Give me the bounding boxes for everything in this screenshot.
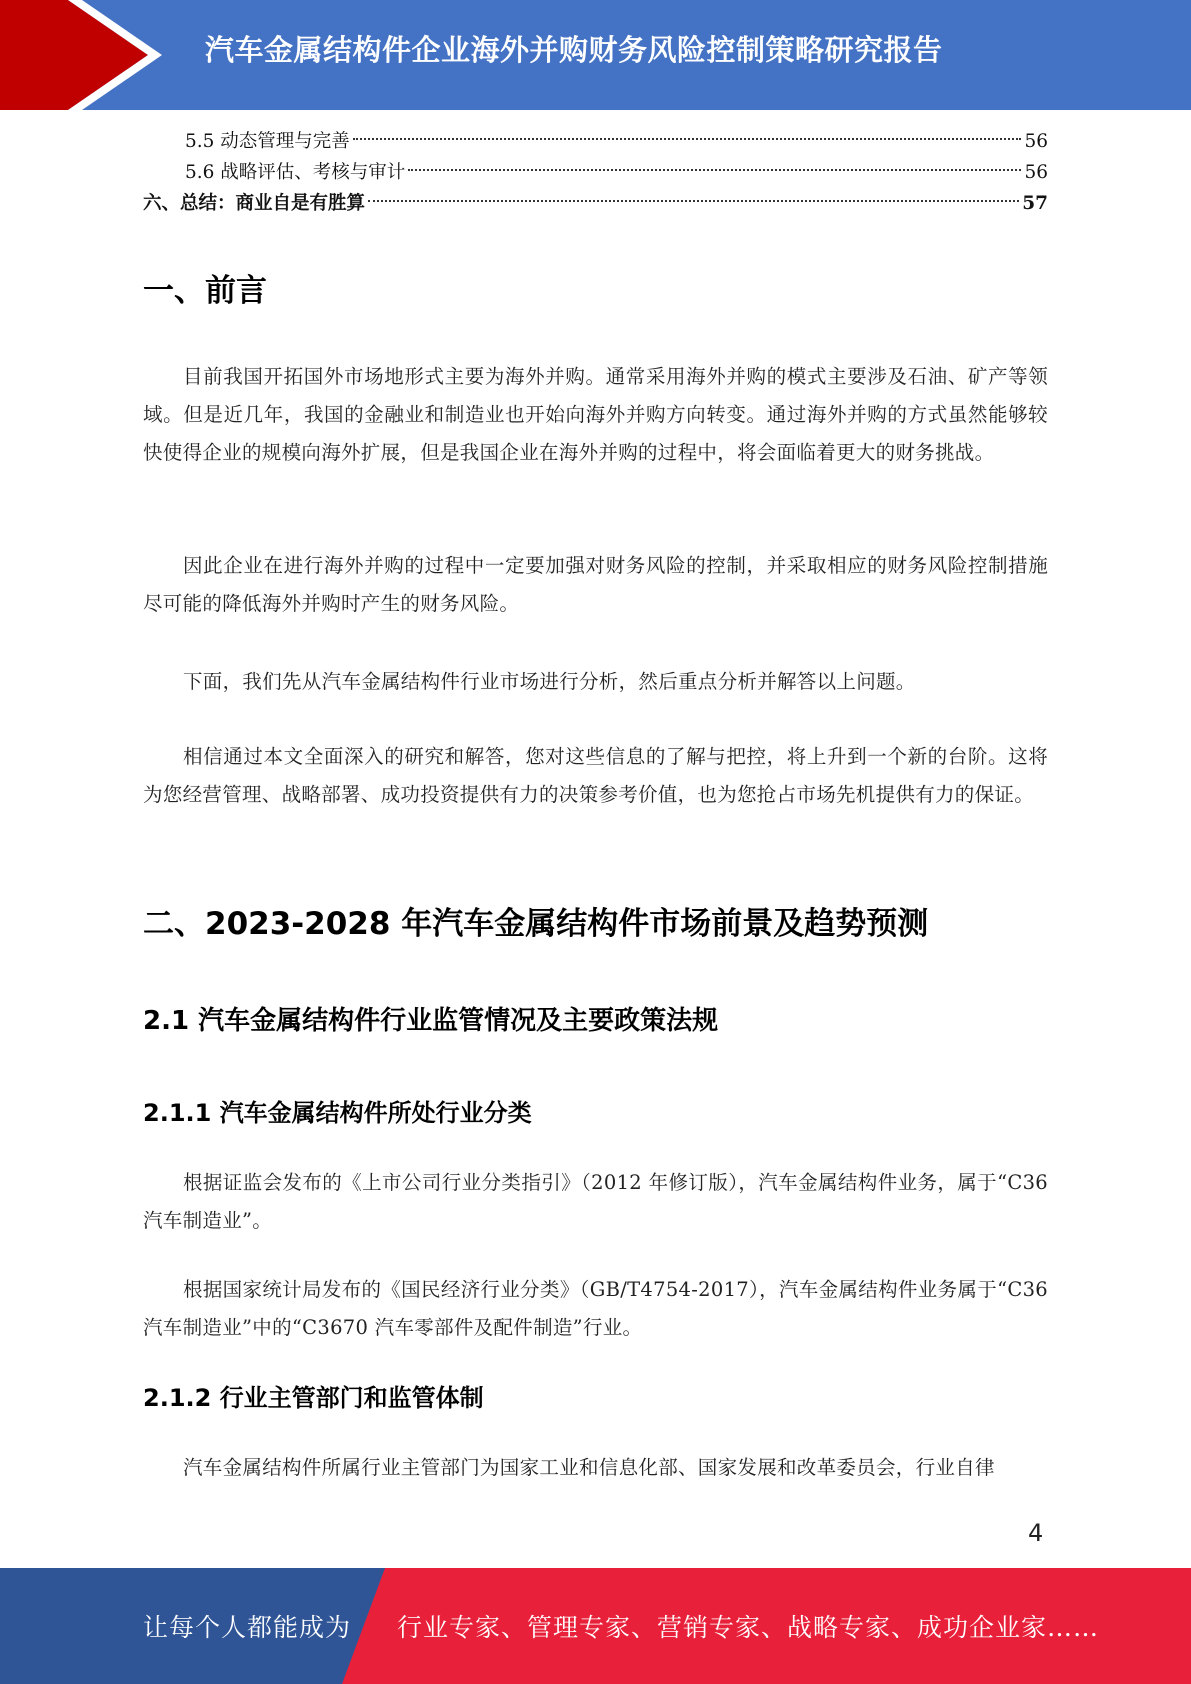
toc-entry-page: 56 (1024, 162, 1048, 183)
paragraph: 汽车金属结构件所属行业主管部门为国家工业和信息化部、国家发展和改革委员会，行业自律 (183, 1456, 995, 1479)
toc-leader (368, 200, 1019, 202)
toc-entry[interactable] (143, 157, 1048, 188)
toc-entry-label: 5.5 动态管理与完善 (185, 131, 350, 152)
section-heading-forecast: 二、2023-2028 年汽车金属结构件市场前景及趋势预测 (143, 906, 929, 942)
page-header (0, 0, 1191, 110)
section-heading-preface: 一、前言 (143, 273, 267, 309)
footer-slogan-right: 行业专家、管理专家、营销专家、战略专家、成功企业家…… (397, 1613, 1100, 1642)
toc-entry-page: 57 (1022, 193, 1048, 214)
subsection-heading: 2.1.2 行业主管部门和监管体制 (143, 1384, 484, 1412)
paragraph: 下面，我们先从汽车金属结构件行业市场进行分析，然后重点分析并解答以上问题。 (183, 670, 916, 693)
page-number: 4 (1028, 1519, 1044, 1547)
toc-entry[interactable] (143, 188, 1048, 219)
toc-entry-page: 56 (1024, 131, 1048, 152)
page-footer (0, 1568, 1191, 1684)
paragraph: 相信通过本文全面深入的研究和解答，您对这些信息的了解与把控，将上升到一个新的台阶。这将为您经营管理、战略部署、成功投资提供有力的决策参考价值，也为您抢占市场先机提供有力的保证。 (143, 745, 1048, 806)
paragraph: 因此企业在进行海外并购的过程中一定要加强对财务风险的控制，并采取相应的财务风险控制措施尽可能的降低海外并购时产生的财务风险。 (143, 554, 1048, 615)
paragraph: 根据证监会发布的《上市公司行业分类指引》（2012 年修订版），汽车金属结构件业务，属于“C36 汽车制造业”。 (143, 1171, 1048, 1232)
toc-leader (408, 169, 1021, 171)
paragraph: 目前我国开拓国外市场地形式主要为海外并购。通常采用海外并购的模式主要涉及石油、矿产等领域。但是近几年，我国的金融业和制造业也开始向海外并购方向转变。通过海外并购的方式虽然能够较快使得企业的规模向海外扩展，但是我国企业在海外并购的过程中，将会面临着更大的财务挑战。 (143, 365, 1048, 464)
toc (143, 126, 1048, 219)
subsection-heading: 2.1 汽车金属结构件行业监管情况及主要政策法规 (143, 1006, 719, 1036)
paragraph: 根据国家统计局发布的《国民经济行业分类》（GB/T4754-2017），汽车金属结构件业务属于“C36 汽车制造业”中的“C3670 汽车零部件及配件制造”行业。 (143, 1278, 1048, 1339)
toc-entry-label: 六、总结：商业自是有胜算 (143, 193, 366, 214)
report-title: 汽车金属结构件企业海外并购财务风险控制策略研究报告 (205, 33, 943, 67)
toc-entry[interactable] (143, 126, 1048, 157)
toc-entry-label: 5.6 战略评估、考核与审计 (185, 162, 406, 183)
toc-leader (353, 138, 1022, 140)
footer-slogan-left: 让每个人都能成为 (143, 1613, 352, 1642)
subsection-heading: 2.1.1 汽车金属结构件所处行业分类 (143, 1099, 532, 1127)
